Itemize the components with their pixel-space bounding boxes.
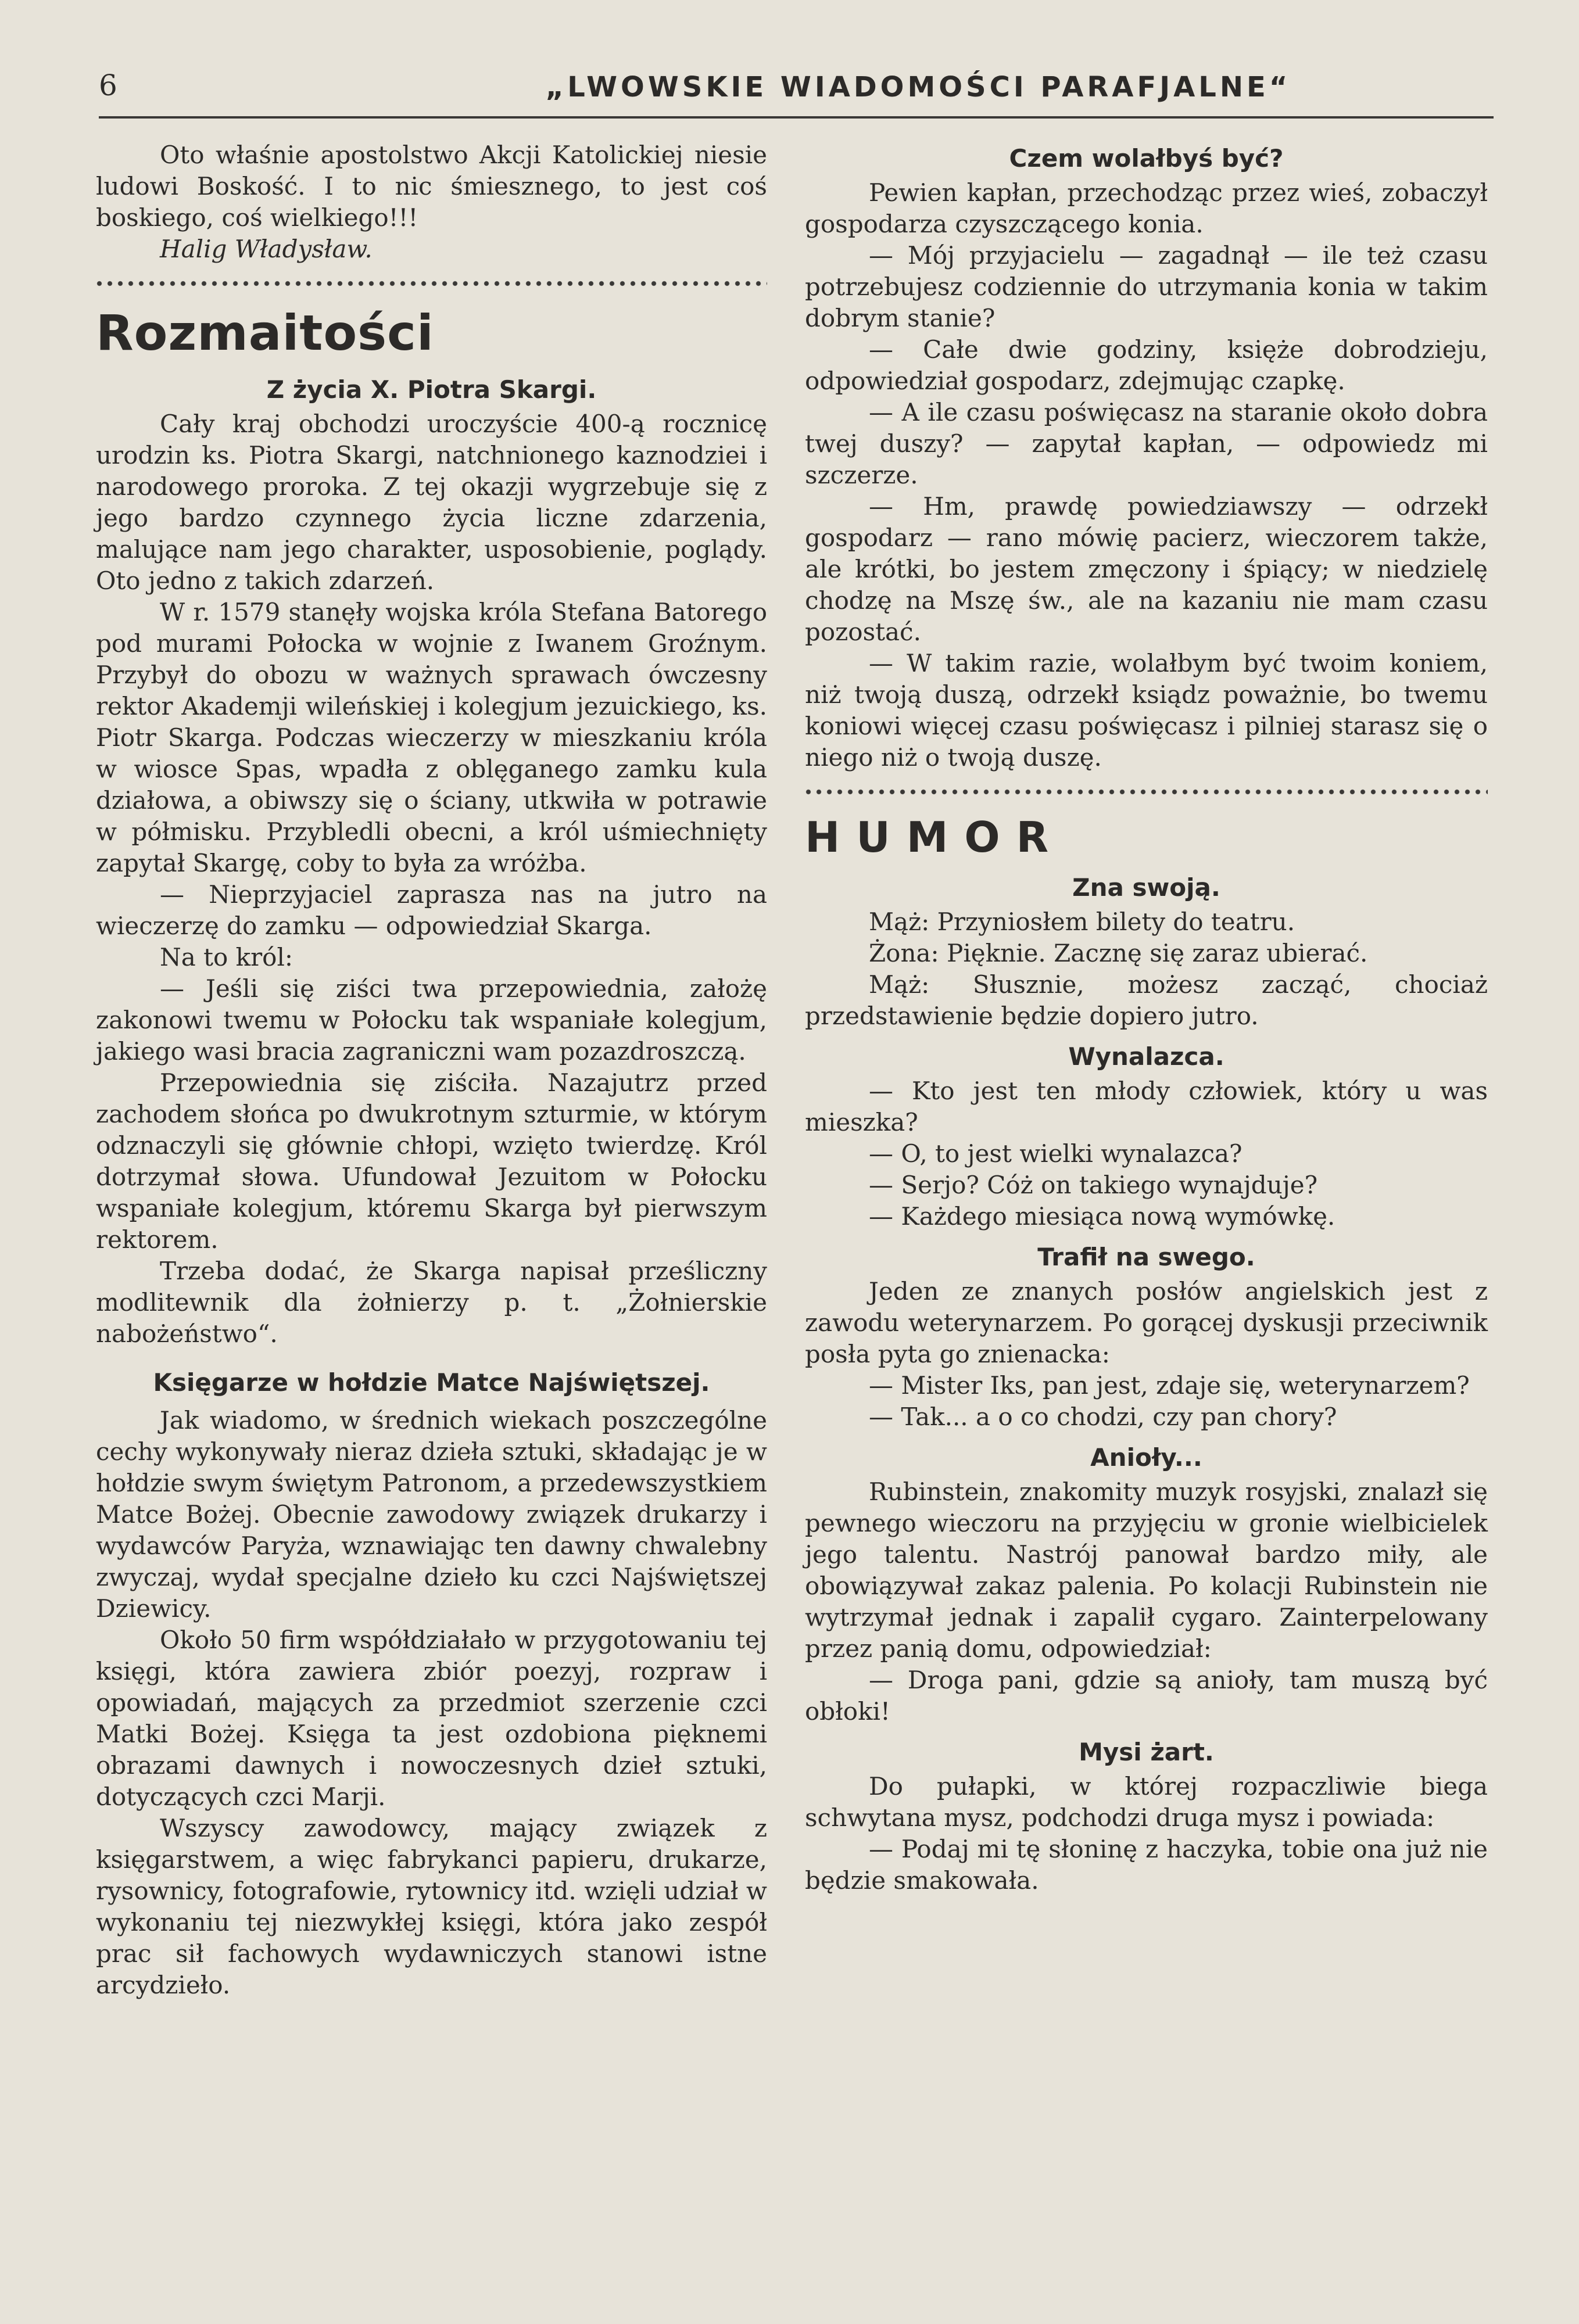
joke-line: Mąż: Przyniosłem bilety do teatru. [869, 908, 1295, 936]
joke-line: — Kto jest ten młody człowiek, który u was mieszka? [805, 1077, 1488, 1136]
joke-line: Rubinstein, znakomity muzyk rosyjski, znalazł się pewnego wieczoru na przyjęciu w gronie wielbicielek jego talentu. Nastrój panował bardzo miły, ale obowiązywał zakaz palenia. Po kolacji Rubinstein nie wytrzymał jednak i zapalił cygaro. Zainterpelowany przez panią domu, odpowiedział: [805, 1477, 1488, 1663]
article-paragraph: W r. 1579 stanęły wojska króla Stefana Batorego pod murami Połocka w wojnie z Iwanem Groźnym. Przybył do obozu w ważnych sprawach ówczesny rektor Akademji wileńskiej i kolegjum jezuickiego, ks. Piotr Skarga. Podczas wieczerzy w mieszkaniu króla w wiosce Spas, wpadła z oblęganego zamku kula działowa, a obiwszy się o ściany, utkwiła w potrawie w półmisku. Przybledli obecni, a król uśmiechnięty zapytał Skargę, coby to była za wróżba. [96, 598, 767, 877]
author-signature: Halig Władysław. [160, 235, 373, 263]
joke-line: Do pułapki, w której rozpaczliwie biega schwytana mysz, podchodzi druga mysz i powiada: [805, 1772, 1488, 1832]
joke-title: Mysi żart. [1079, 1738, 1214, 1766]
article-paragraph: — Jeśli się ziści twa przepowiednia, założę zakonowi twemu w Połocku tak wspaniałe kolegjum, jakiego wasi bracia zagraniczni wam pozazdroszczą. [96, 974, 767, 1066]
joke-line: Żona: Pięknie. Zacznę się zaraz ubierać. [869, 939, 1368, 967]
page-number: 6 [99, 69, 117, 102]
joke-line: — Tak... a o co chodzi, czy pan chory? [869, 1403, 1337, 1431]
article-title: Z życia X. Piotra Skargi. [266, 375, 597, 404]
joke-line: — Podaj mi tę słoninę z haczyka, tobie ona już nie będzie smakowała. [805, 1835, 1488, 1895]
intro-paragraph: Oto właśnie apostolstwo Akcji Katolickiej niesie ludowi Boskość. I to nic śmiesznego, to jest coś boskiego, coś wielkiego!!! [96, 141, 767, 232]
article-title: Czem wolałbyś być? [1009, 144, 1284, 173]
article-paragraph: — Nieprzyjaciel zaprasza nas na jutro na wieczerzę do zamku — odpowiedział Skarga. [96, 880, 767, 940]
section-title: Rozmaitości [96, 304, 434, 361]
joke-title: Zna swoją. [1072, 873, 1220, 902]
joke-line: — Droga pani, gdzie są anioły, tam muszą być obłoki! [805, 1666, 1488, 1726]
left-column [96, 139, 767, 2001]
joke-line: — Serjo? Cóż on takiego wynajduje? [869, 1171, 1318, 1199]
page-header [99, 64, 1494, 119]
article-paragraph: — Całe dwie godziny, księże dobrodzieju, odpowiedział gospodarz, zdejmując czapkę. [805, 335, 1488, 395]
article-paragraph: Około 50 firm współdziałało w przygotowaniu tej księgi, która zawiera zbiór poezyj, rozpraw i opowiadań, mających za przedmiot szerzenie czci Matki Bożej. Księga ta jest ozdobiona pięknemi obrazami dawnych i nowoczesnych dzieł sztuki, dotyczących czci Marji. [96, 1626, 767, 1811]
article-paragraph: Wszyscy zawodowcy, mający związek z księgarstwem, a więc fabrykanci papieru, drukarze, rysownicy, fotografowie, rytownicy itd. wzięli udział w wykonaniu tej niezwykłej księgi, która jako zespół prac sił fachowych wydawniczych stanowi istne arcydzieło. [96, 1814, 767, 1999]
joke-title: Wynalazca. [1068, 1042, 1224, 1071]
ornamental-divider [805, 788, 1488, 795]
joke-line: — Mister Iks, pan jest, zdaje się, weterynarzem? [869, 1371, 1470, 1400]
article-paragraph: — A ile czasu poświęcasz na staranie około dobra twej duszy? — zapytał kapłan, — odpowiedz mi szczerze. [805, 398, 1488, 489]
article-paragraph: — W takim razie, wolałbym być twoim koniem, niż twoją duszą, odrzekł ksiądz poważnie, bo twemu koniowi więcej czasu poświęcasz i pilniej starasz się o niego niż o twoją duszę. [805, 649, 1488, 772]
humor-section-title: HUMOR [805, 813, 1065, 862]
joke-title: Anioły... [1090, 1443, 1202, 1472]
joke-line: Mąż: Słusznie, możesz zacząć, chociaż przedstawienie będzie dopiero jutro. [805, 970, 1488, 1030]
article-paragraph: Jak wiadomo, w średnich wiekach poszczególne cechy wykonywały nieraz dzieła sztuki, składając je w hołdzie swym świętym Patronom, a przedewszystkiem Matce Bożej. Obecnie zawodowy związek drukarzy i wydawców Paryża, wznawiając ten dawny chwalebny zwyczaj, wydał specjalne dzieło ku czci Najświętszej Dziewicy. [96, 1406, 767, 1623]
ornamental-divider [96, 280, 767, 287]
article-paragraph: Pewien kapłan, przechodząc przez wieś, zobaczył gospodarza czyszczącego konia. [805, 178, 1488, 238]
joke-line: — O, to jest wielki wynalazca? [869, 1139, 1243, 1168]
article-paragraph: Na to król: [160, 943, 293, 971]
joke-title: Trafił na swego. [1037, 1243, 1255, 1271]
article-paragraph: Trzeba dodać, że Skarga napisał prześliczny modlitewnik dla żołnierzy p. t. „Żołnierskie nabożeństwo“. [96, 1257, 767, 1348]
article-paragraph: Cały kraj obchodzi uroczyście 400-ą rocznicę urodzin ks. Piotra Skargi, natchnionego kaznodziei i narodowego proroka. Z tej okazji wygrzebuje się z jego bardzo czynnego życia liczne zdarzenia, malujące nam jego charakter, usposobienie, poglądy. Oto jedno z takich zdarzeń. [96, 410, 767, 595]
joke-line: — Każdego miesiąca nową wymówkę. [869, 1202, 1335, 1231]
joke-line: Jeden ze znanych posłów angielskich jest z zawodu weterynarzem. Po gorącej dyskusji przeciwnik posła pyta go znienacka: [805, 1277, 1488, 1368]
newspaper-title: „LWOWSKIE WIADOMOŚCI PARAFJALNE“ [545, 71, 1291, 103]
right-column [805, 139, 1488, 1896]
article-paragraph: — Mój przyjacielu — zagadnął — ile też czasu potrzebujesz codziennie do utrzymania konia w takim dobrym stanie? [805, 241, 1488, 332]
article-paragraph: — Hm, prawdę powiedziawszy — odrzekł gospodarz — rano mówię pacierz, wieczorem także, ale krótki, bo jestem zmęczony i śpiący; w niedzielę chodzę na Mszę św., ale na kazaniu nie mam czasu pozostać. [805, 492, 1488, 646]
article-paragraph: Przepowiednia się ziściła. Nazajutrz przed zachodem słońca po dwukrotnym szturmie, w którym odznaczyli się głównie chłopi, wzięto twierdzę. Król dotrzymał słowa. Ufundował Jezuitom w Połocku wspaniałe kolegjum, któremu Skarga był pierwszym rektorem. [96, 1068, 767, 1254]
article-title: Księgarze w hołdzie Matce Najświętszej. [153, 1368, 710, 1397]
